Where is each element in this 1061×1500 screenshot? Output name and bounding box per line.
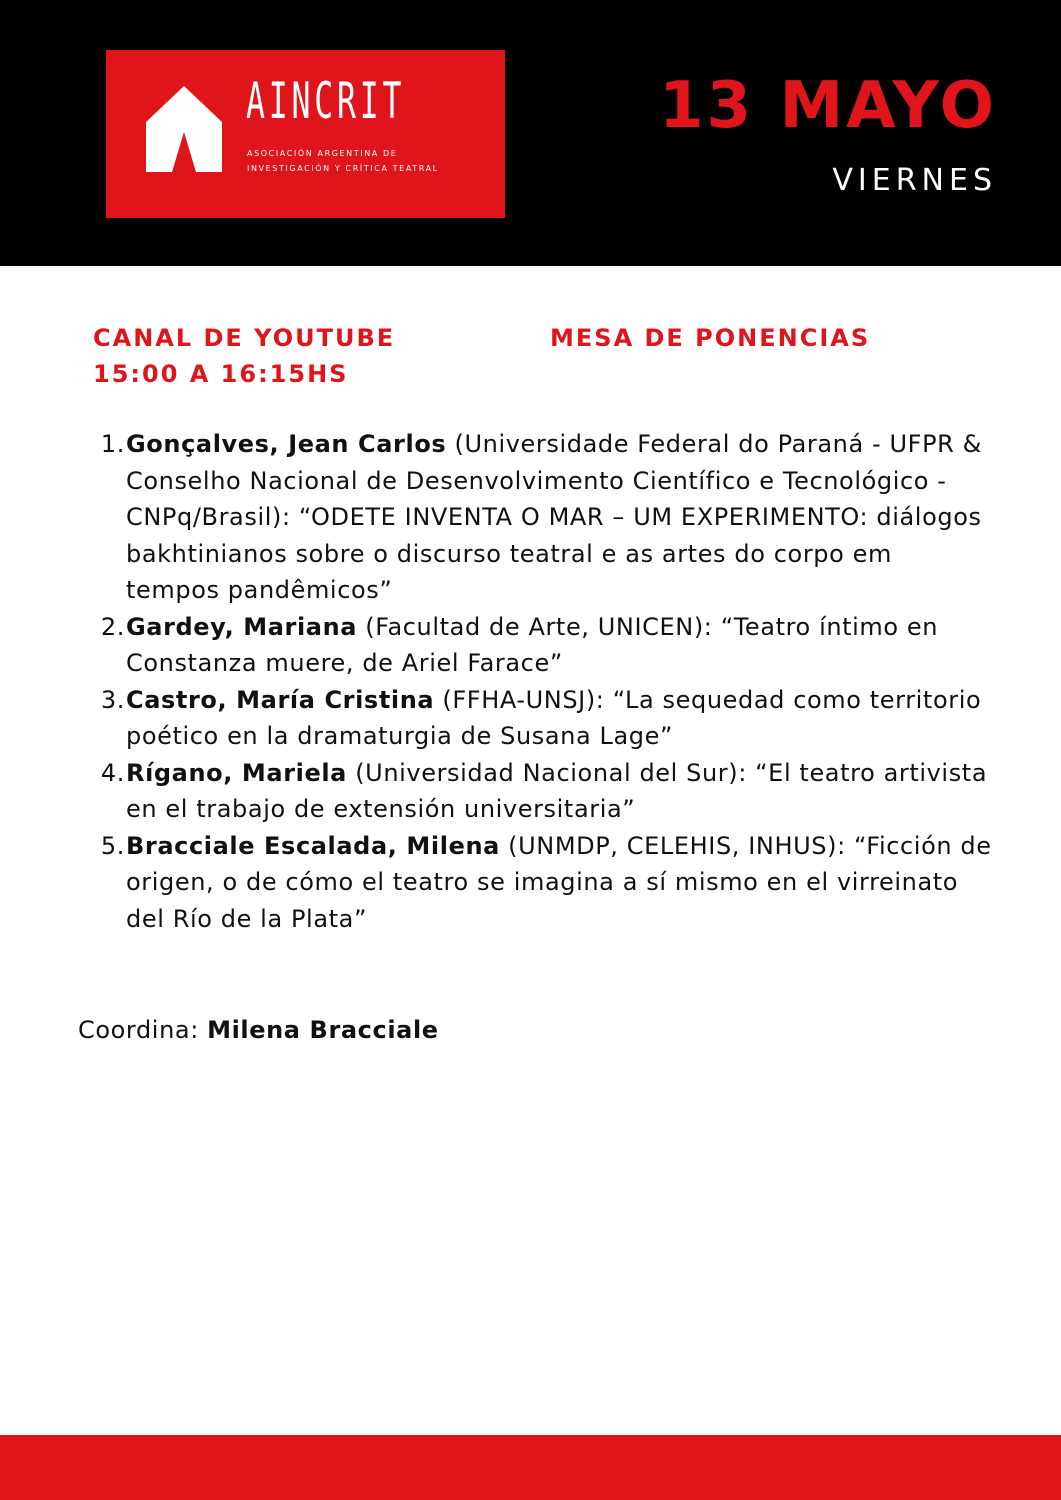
list-item <box>93 755 993 828</box>
item-author: Gardey, Mariana <box>126 612 358 641</box>
logo-name: AINCRIT <box>246 72 406 130</box>
item-author: Gonçalves, Jean Carlos <box>126 430 447 458</box>
item-affiliation: (Universidade Federal do Paraná - UFPR & Conselho Nacional de Desenvolvimento Científico e Tecnológico - CNPq/Brasil): <box>126 430 982 531</box>
item-author: Castro, María Cristina <box>126 685 435 714</box>
item-number: 2. <box>100 612 125 641</box>
item-title: “La sequedad como territorio poético en la dramaturgia de Susana Lage” <box>126 685 982 750</box>
item-number: 1. <box>100 430 125 458</box>
item-title: “Ficción de origen, o de cómo el teatro se imagina a sí mismo en el virreinato del Río de la Plata” <box>126 831 992 933</box>
logo-subtitle-line-1: ASOCIACIÓN ARGENTINA DE <box>247 149 398 158</box>
footer-band <box>0 1435 1061 1500</box>
item-author: Bracciale Escalada, Milena <box>126 831 500 860</box>
event-weekday: VIERNES <box>832 163 997 198</box>
list-item <box>93 609 993 682</box>
channel-label: CANAL DE YOUTUBE <box>93 324 396 352</box>
event-date: 13 MAYO <box>659 69 997 143</box>
item-title: “Teatro íntimo en Constanza muere, de Ariel Farace” <box>126 612 939 677</box>
header-band <box>0 0 1061 266</box>
list-item <box>93 682 993 755</box>
logo-subtitle <box>247 146 497 176</box>
talk-list <box>93 426 993 937</box>
logo-subtitle-line-2: INVESTIGACIÓN Y CRÍTICA TEATRAL <box>247 164 439 173</box>
theatre-tent-icon <box>144 84 224 174</box>
item-number: 3. <box>100 685 125 714</box>
item-title: “El teatro artivista en el trabajo de extensión universitaria” <box>126 758 988 823</box>
item-title: “ODETE INVENTA O MAR – UM EXPERIMENTO: diálogos bakhtinianos sobre o discurso teatral e as artes do corpo em tempos pandêmicos” <box>126 503 982 604</box>
coordinator <box>78 1012 439 1048</box>
session-type: MESA DE PONENCIAS <box>550 324 871 352</box>
list-item <box>93 828 993 938</box>
coordinator-label: Coordina: <box>78 1016 208 1044</box>
time-range: 15:00 A 16:15HS <box>93 360 349 388</box>
coordinator-name: Milena Bracciale <box>207 1016 439 1044</box>
item-number: 4. <box>100 758 125 787</box>
item-affiliation: (FFHA-UNSJ): <box>434 685 613 714</box>
item-affiliation: (Facultad de Arte, UNICEN): <box>357 612 721 641</box>
item-number: 5. <box>100 831 125 860</box>
item-author: Rígano, Mariela <box>126 758 347 787</box>
item-affiliation: (Universidad Nacional del Sur): <box>346 758 756 787</box>
list-item <box>93 426 993 609</box>
aincrit-logo <box>106 50 505 218</box>
item-affiliation: (UNMDP, CELEHIS, INHUS): <box>499 831 854 860</box>
channel-info <box>93 320 395 392</box>
